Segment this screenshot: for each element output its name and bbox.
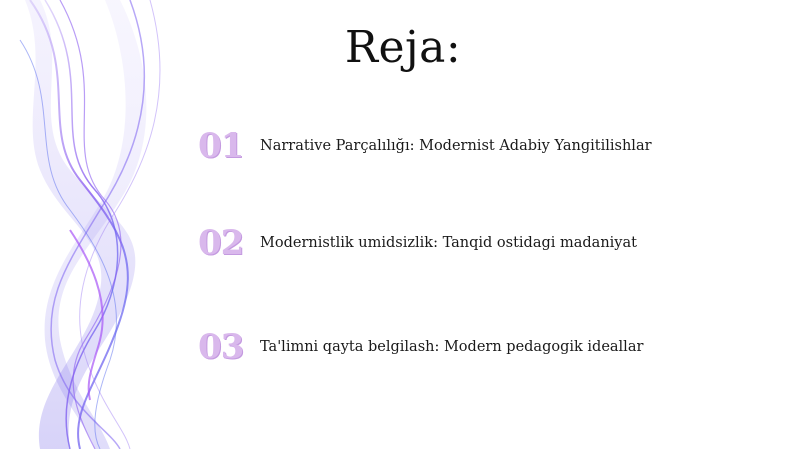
agenda-item [198, 325, 643, 369]
agenda-item-text: Ta'limni qayta belgilash: Modern pedagogik ideallar [260, 339, 644, 355]
agenda-item-text: Modernistlik umidsizlik: Tanqid ostidagi madaniyat [260, 235, 637, 251]
slide-title [0, 22, 800, 73]
agenda-item-text: Narrative Parçalılığı: Modernist Adabiy Yangitilishlar [260, 138, 652, 154]
agenda-item [198, 221, 637, 265]
agenda-item-number: 02 [198, 223, 244, 263]
slide-title-text: Reja: [344, 22, 462, 73]
agenda-item-number: 01 [198, 126, 244, 166]
agenda-item-number: 03 [198, 327, 244, 367]
agenda-item [198, 124, 652, 168]
